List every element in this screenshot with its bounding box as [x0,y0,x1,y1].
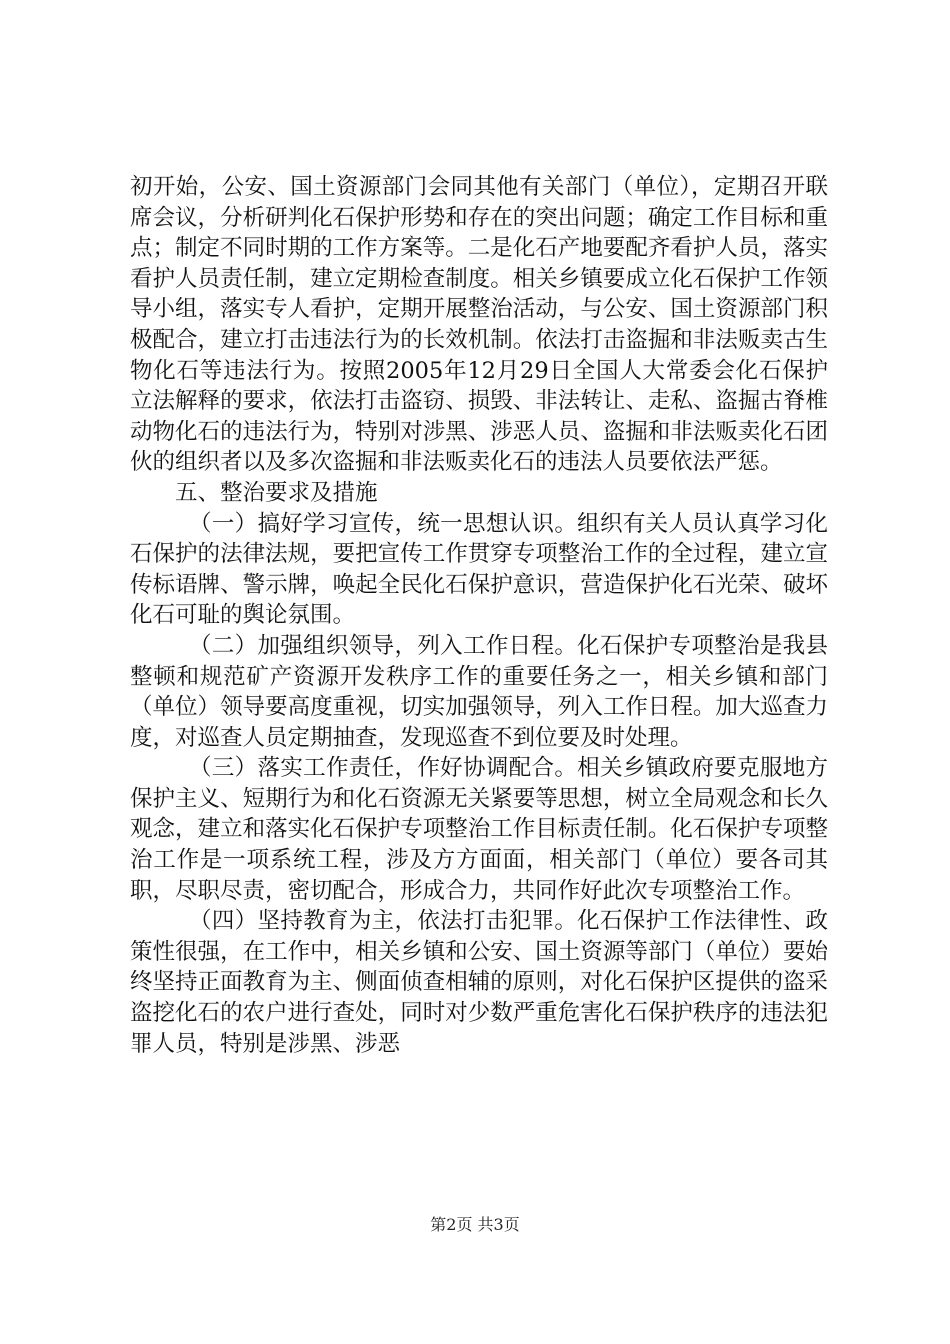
paragraph-item-1: （一）搞好学习宣传，统一思想认识。组织有关人员认真学习化石保护的法律法规，要把宣传工作贯穿专项整治工作的全过程，建立宣传标语牌、警示牌，唤起全民化石保护意识，营造保护化石光荣、破坏化石可耻的舆论氛围。 [130,510,828,629]
paragraph-item-2: （二）加强组织领导，列入工作日程。化石保护专项整治是我县整顿和规范矿产资源开发秩序工作的重要任务之一，相关乡镇和部门（单位）领导要高度重视，切实加强领导，列入工作日程。加大巡查力度，对巡查人员定期抽查，发现巡查不到位要及时处理。 [130,632,828,751]
page-number-footer: 第2页 共3页 [430,1215,520,1234]
section-heading: 五、整治要求及措施 [175,479,378,506]
document-body [130,172,828,1059]
paragraph-item-3: （三）落实工作责任，作好协调配合。相关乡镇政府要克服地方保护主义、短期行为和化石资源无关紧要等思想，树立全局观念和长久观念，建立和落实化石保护专项整治工作目标责任制。化石保护专项整治工作是一项系统工程，涉及方方面面，相关部门（单位）要各司其职，尽职尽责，密切配合，形成合力，共同作好此次专项整治工作。 [130,755,828,904]
paragraph-item-4: （四）坚持教育为主，依法打击犯罪。化石保护工作法律性、政策性很强，在工作中，相关乡镇和公安、国土资源等部门（单位）要始终坚持正面教育为主、侧面侦查相辅的原则，对化石保护区提供的盗采盗挖化石的农户进行查处，同时对少数严重危害化石保护秩序的违法犯罪人员，特别是涉黑、涉恶 [130,908,828,1057]
paragraph-continuation: 初开始，公安、国土资源部门会同其他有关部门（单位），定期召开联席会议，分析研判化石保护形势和存在的突出问题；确定工作目标和重点；制定不同时期的工作方案等。二是化石产地要配齐看护人员，落实看护人员责任制，建立定期检查制度。相关乡镇要成立化石保护工作领导小组，落实专人看护，定期开展整治活动，与公安、国土资源部门积极配合，建立打击违法行为的长效机制。依法打击盗掘和非法贩卖古生物化石等违法行为。按照2005年12月29日全国人大常委会化石保护立法解释的要求，依法打击盗窃、损毁、非法转让、走私、盗掘古脊椎动物化石的违法行为，特别对涉黑、涉恶人员、盗掘和非法贩卖化石团伙的组织者以及多次盗掘和非法贩卖化石的违法人员要依法严惩。 [130,174,828,476]
